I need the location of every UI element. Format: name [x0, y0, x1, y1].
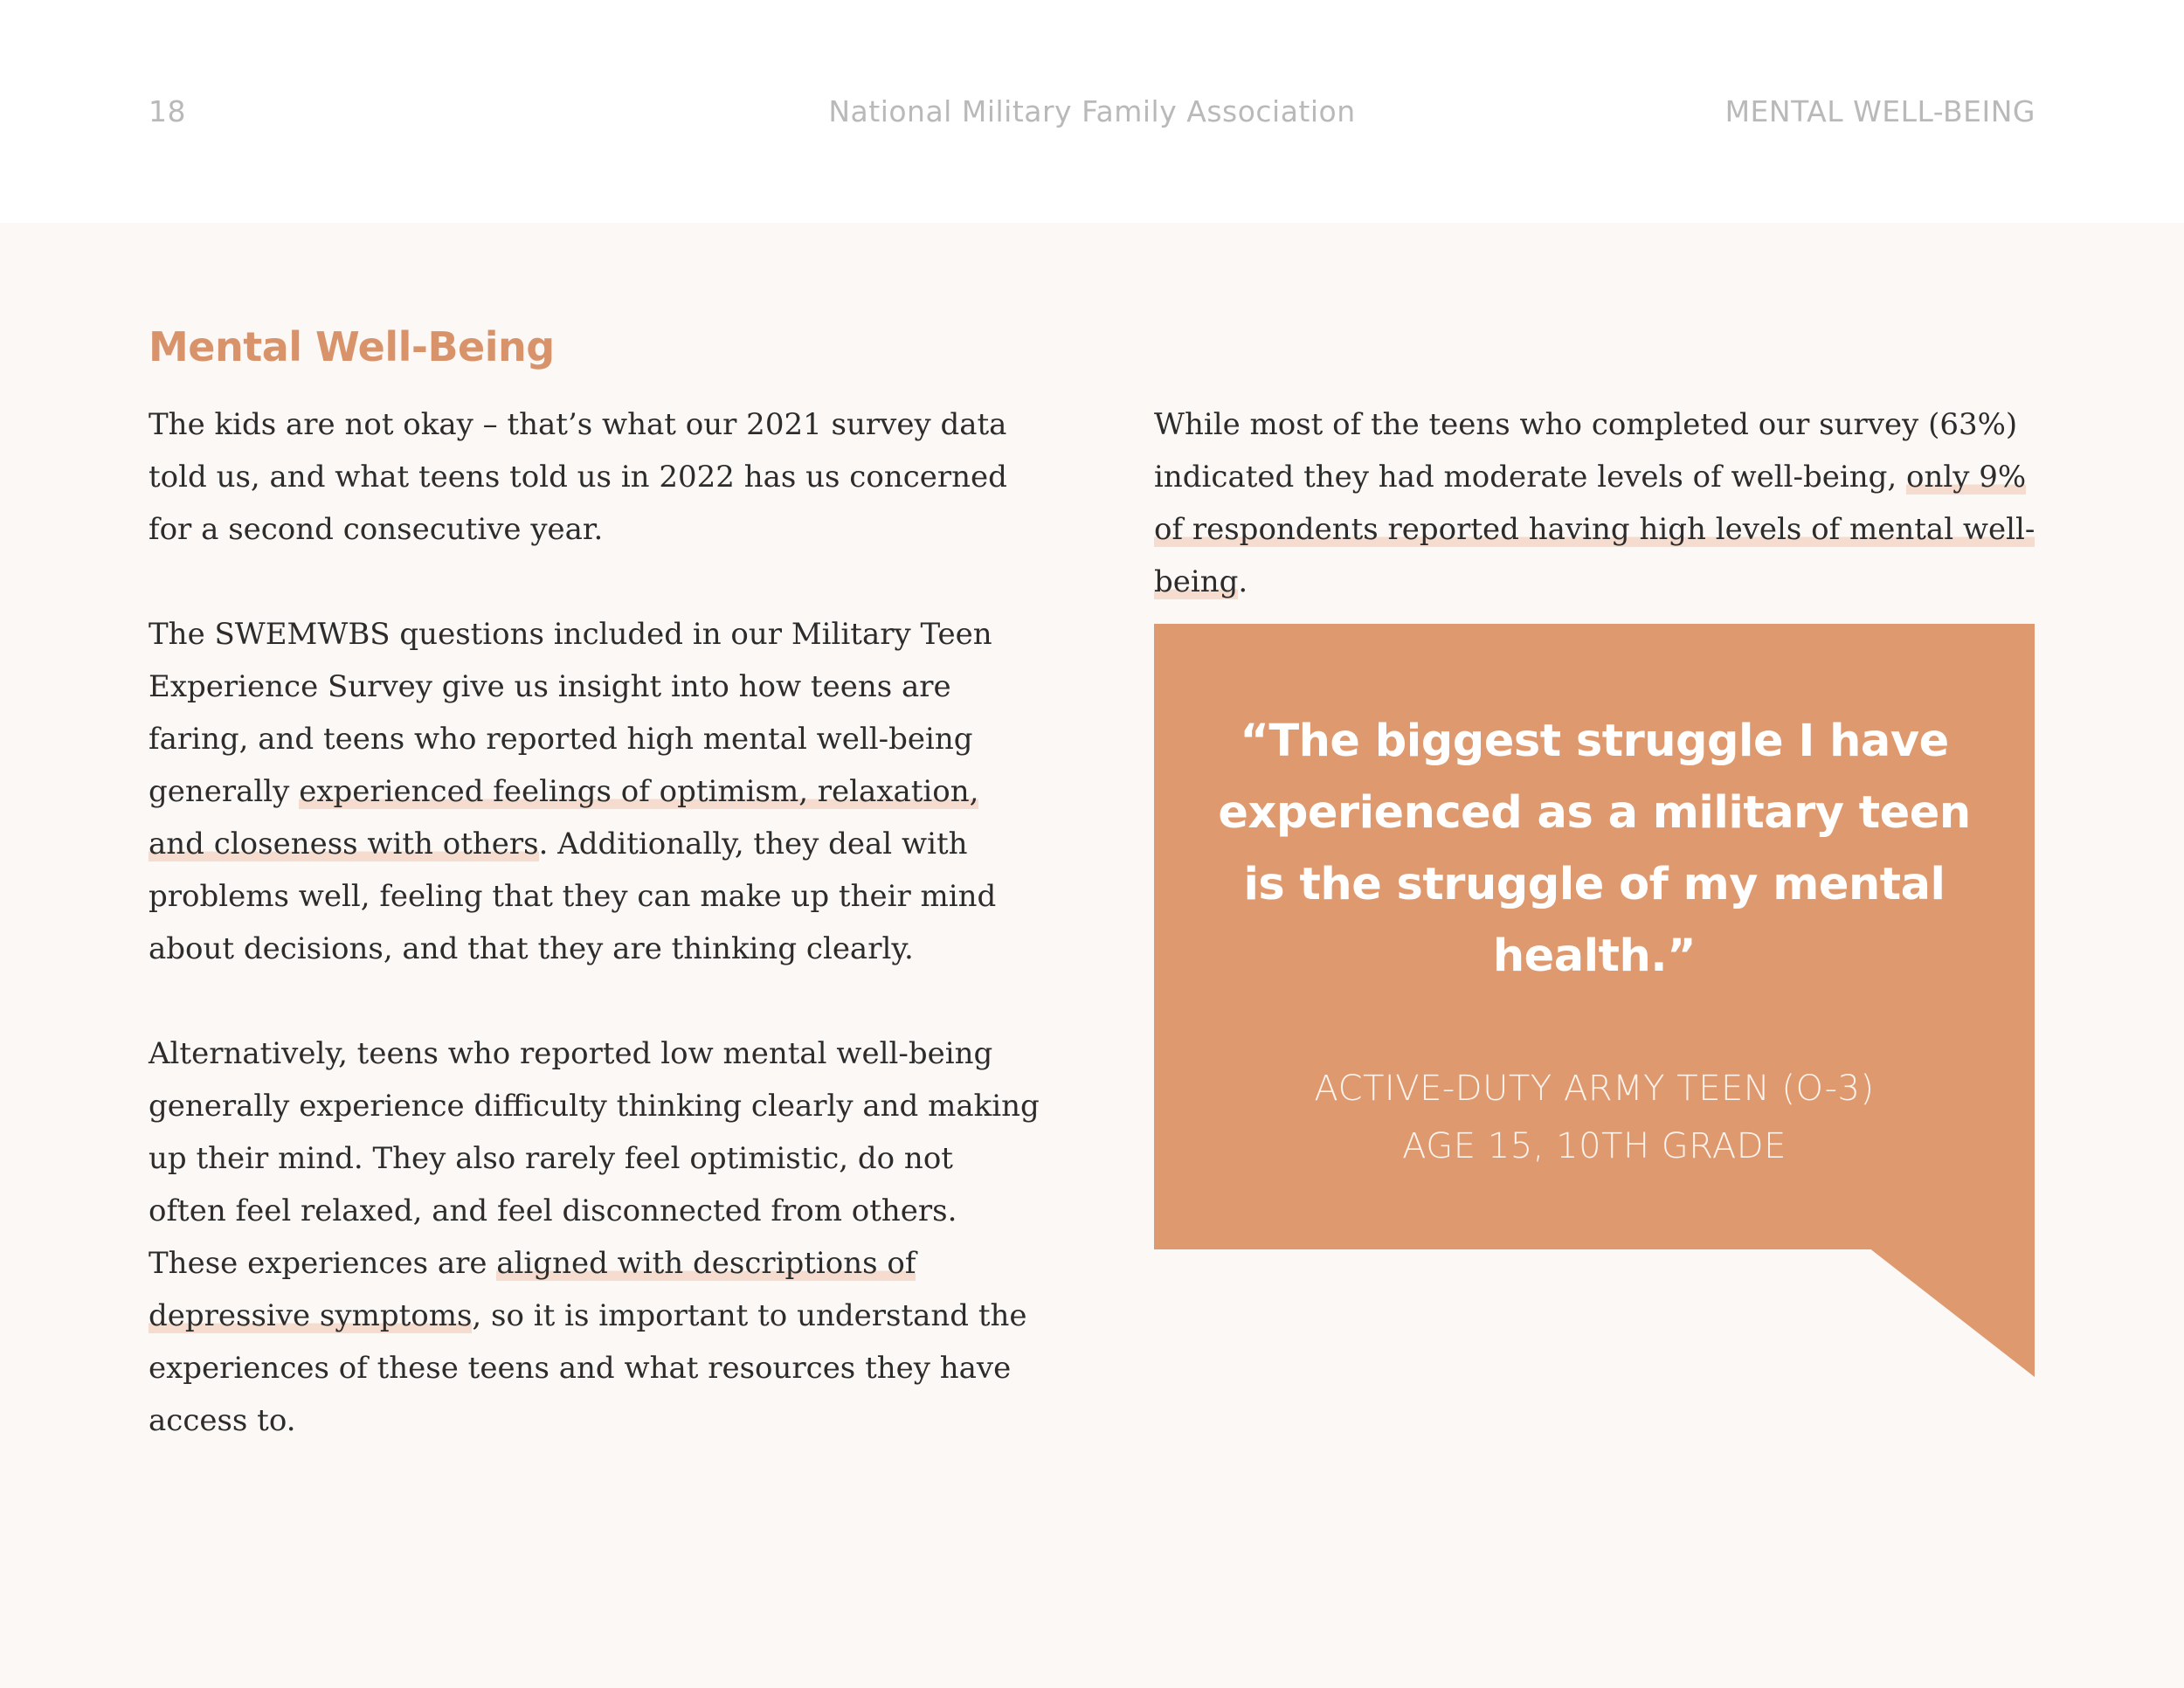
organization-name: National Military Family Association — [828, 94, 1356, 128]
quote-text: “The biggest struggle I have experienced as a military teen is the struggle of my mental health.” — [1218, 716, 1971, 982]
paragraph — [149, 398, 1040, 556]
left-column — [149, 398, 1040, 1447]
highlighted-text: experienced feelings of optimism, relaxation, and closeness with others — [149, 774, 979, 861]
paragraph-text: The kids are not okay – that’s what our 2021 survey data told us, and what teens told us in 2022 has us concerned for a second consecutive year. — [149, 407, 1007, 547]
paragraph-text: Alternatively, teens who reported low mental well-being generally experience difficulty thinking clearly and making up their mind. They also rarely feel optimistic, do not often feel relaxed, and feel disconnected from others. These experiences are — [149, 1036, 1040, 1281]
highlighted-text: only 9% of respondents reported having high levels of mental well-being — [1154, 460, 2035, 599]
quote-attribution — [1154, 1060, 2035, 1175]
paragraph — [149, 1027, 1040, 1447]
paragraph-text: . Additionally, they deal with problems well, feeling that they can make up their mind about decisions, and that they are thinking clearly. — [149, 827, 997, 966]
attribution-line: AGE 15, 10TH GRADE — [1402, 1126, 1787, 1166]
speech-bubble-tail — [1154, 1248, 2035, 1380]
page-number: 18 — [149, 94, 186, 128]
paragraph — [1154, 398, 2054, 608]
section-name: MENTAL WELL-BEING — [1724, 94, 2035, 128]
paragraph-text: . — [1238, 564, 1248, 599]
paragraph-text: The SWEMWBS questions included in our Military Teen Experience Survey give us insight into how teens are faring, and teens who reported high mental well-being generally — [149, 617, 992, 809]
paragraph-text: While most of the teens who completed our survey (63%) indicated they had moderate levels of well-being, — [1154, 407, 2018, 495]
paragraph-text: , so it is important to understand the experiences of these teens and what resources they have access to. — [149, 1298, 1027, 1438]
section-title: Mental Well-Being — [149, 323, 555, 370]
right-column — [1154, 398, 2054, 608]
attribution-line: ACTIVE-DUTY ARMY TEEN (O-3) — [1314, 1069, 1875, 1109]
highlighted-text: aligned with descriptions of depressive symptoms — [149, 1246, 916, 1333]
page-header — [0, 0, 2184, 223]
paragraph — [149, 608, 1040, 975]
